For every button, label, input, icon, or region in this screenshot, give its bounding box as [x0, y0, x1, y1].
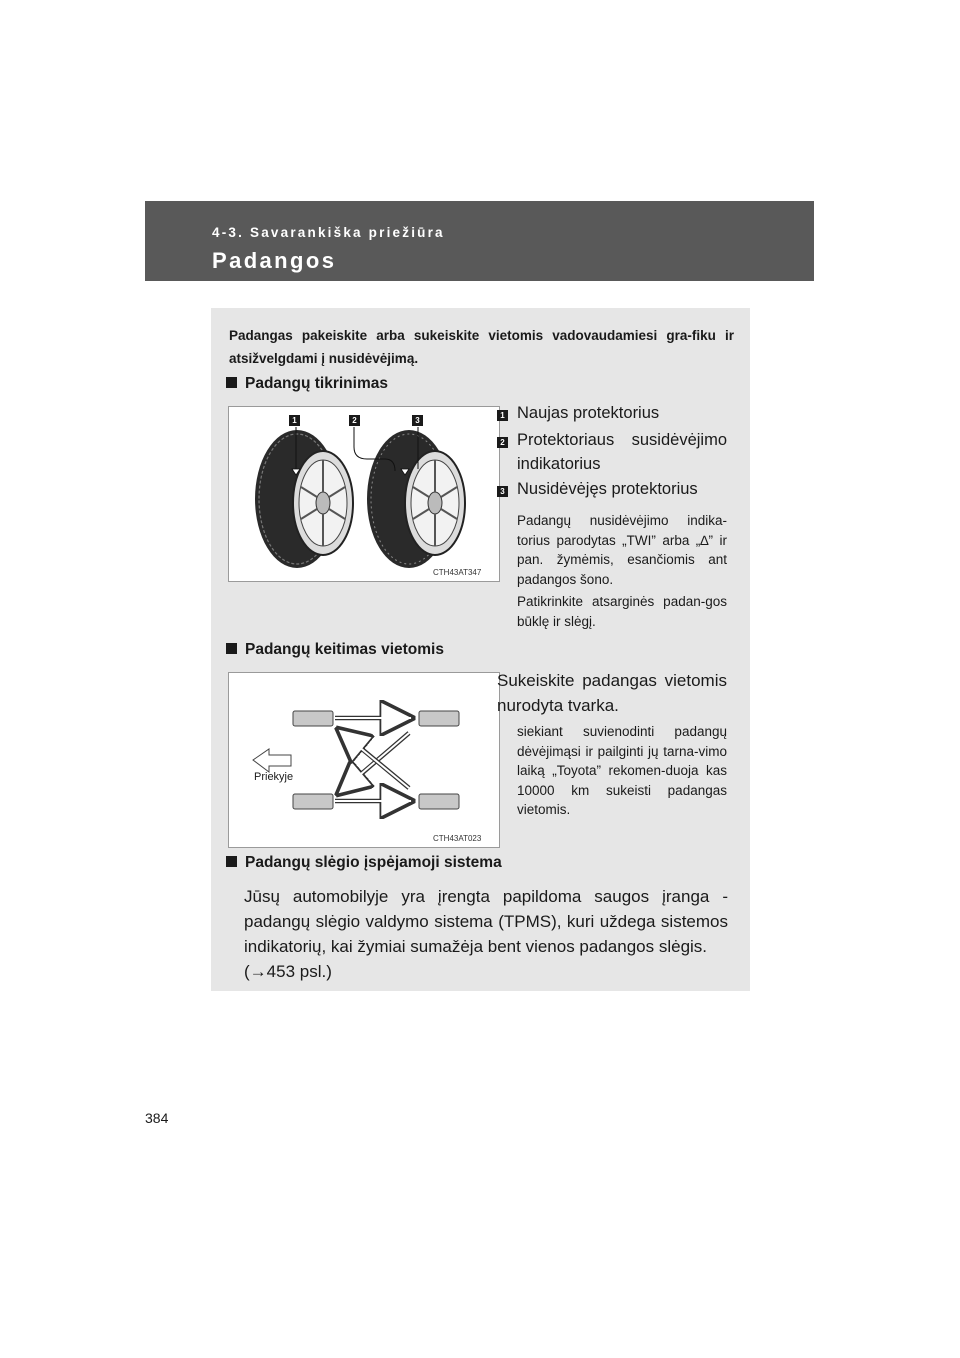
subheading-text: Padangų keitimas vietomis [245, 641, 444, 658]
badge-1: 1 [289, 415, 300, 426]
subheading-text: Padangų tikrinimas [245, 375, 388, 392]
section-header [145, 201, 814, 281]
tire-rear-right-icon [293, 794, 333, 809]
square-bullet-icon [226, 856, 237, 867]
legend-badge-2: 2 [497, 437, 508, 448]
legend-text-3: Nusidėvėjęs protektorius [517, 480, 698, 498]
figure-code: CTH43AT347 [433, 568, 482, 577]
legend-text-2: Protektoriaus susidėvėjimo indikatorius [517, 431, 727, 473]
tire-front-left-icon [419, 711, 459, 726]
tires-illustration [229, 407, 499, 581]
tpms-page-ref: (→453 psl.) [244, 962, 332, 981]
tire-front-right-icon [419, 794, 459, 809]
new-tire-icon [255, 430, 353, 568]
legend-text-1: Naujas protektorius [517, 404, 660, 422]
front-label: Priekyje [254, 771, 294, 783]
legend-item-2 [497, 428, 508, 452]
rotation-figure [228, 672, 500, 848]
rotation-note: siekiant suvienodinti padangų dėvėjimąsi ir pailginti jų tarna-vimo laiką „Toyota” rekomen-duoja kas 10000 km sukeisti padangas vietomis. [517, 724, 727, 817]
rotation-instruction: Sukeiskite padangas vietomis nurodyta tvarka. [497, 671, 727, 715]
tire-rear-left-icon [293, 711, 333, 726]
intro-text: Padangas pakeiskite arba sukeiskite vietomis vadovaudamiesi gra-fiku ir atsižvelgdami į nusidėvėjimą. [229, 328, 734, 366]
subheading-text: Padangų slėgio įspėjamoji sistema [245, 854, 502, 871]
worn-tire-icon [367, 430, 465, 568]
legend-item-3 [497, 477, 508, 501]
spare-tire-note: Patikrinkite atsarginės padan-gos būklę ir slėgį. [517, 594, 727, 629]
front-direction-icon [253, 749, 291, 772]
tpms-text: Jūsų automobilyje yra įrengta papildoma saugos įranga - padangų slėgio valdymo sistema (TPMS), kuri uždega sistemos indikatorių, kai žymiai sumažėja bent vienos padangos slėgis. [244, 887, 728, 956]
legend-badge-3: 3 [497, 486, 508, 497]
subheading-tpms [226, 854, 502, 872]
rotation-diagram [229, 673, 499, 847]
figure-code: CTH43AT023 [433, 834, 482, 843]
legend-item-1 [497, 401, 508, 425]
legend-badge-1: 1 [497, 410, 508, 421]
subheading-rotation [226, 641, 444, 659]
page-heading: Padangos [212, 248, 337, 273]
badge-3: 3 [412, 415, 423, 426]
section-label: 4-3. Savarankiška priežiūra [212, 225, 445, 240]
subheading-tire-check [226, 375, 388, 393]
content-panel [211, 308, 750, 991]
badge-2: 2 [349, 415, 360, 426]
square-bullet-icon [226, 377, 237, 388]
tire-wear-figure [228, 406, 500, 582]
square-bullet-icon [226, 643, 237, 654]
page-number: 384 [145, 1110, 169, 1126]
twi-note: Padangų nusidėvėjimo indika-torius parodytas „TWI” arba „∆” ir pan. žymėmis, esančiomis ant padangos šono. [517, 513, 727, 587]
